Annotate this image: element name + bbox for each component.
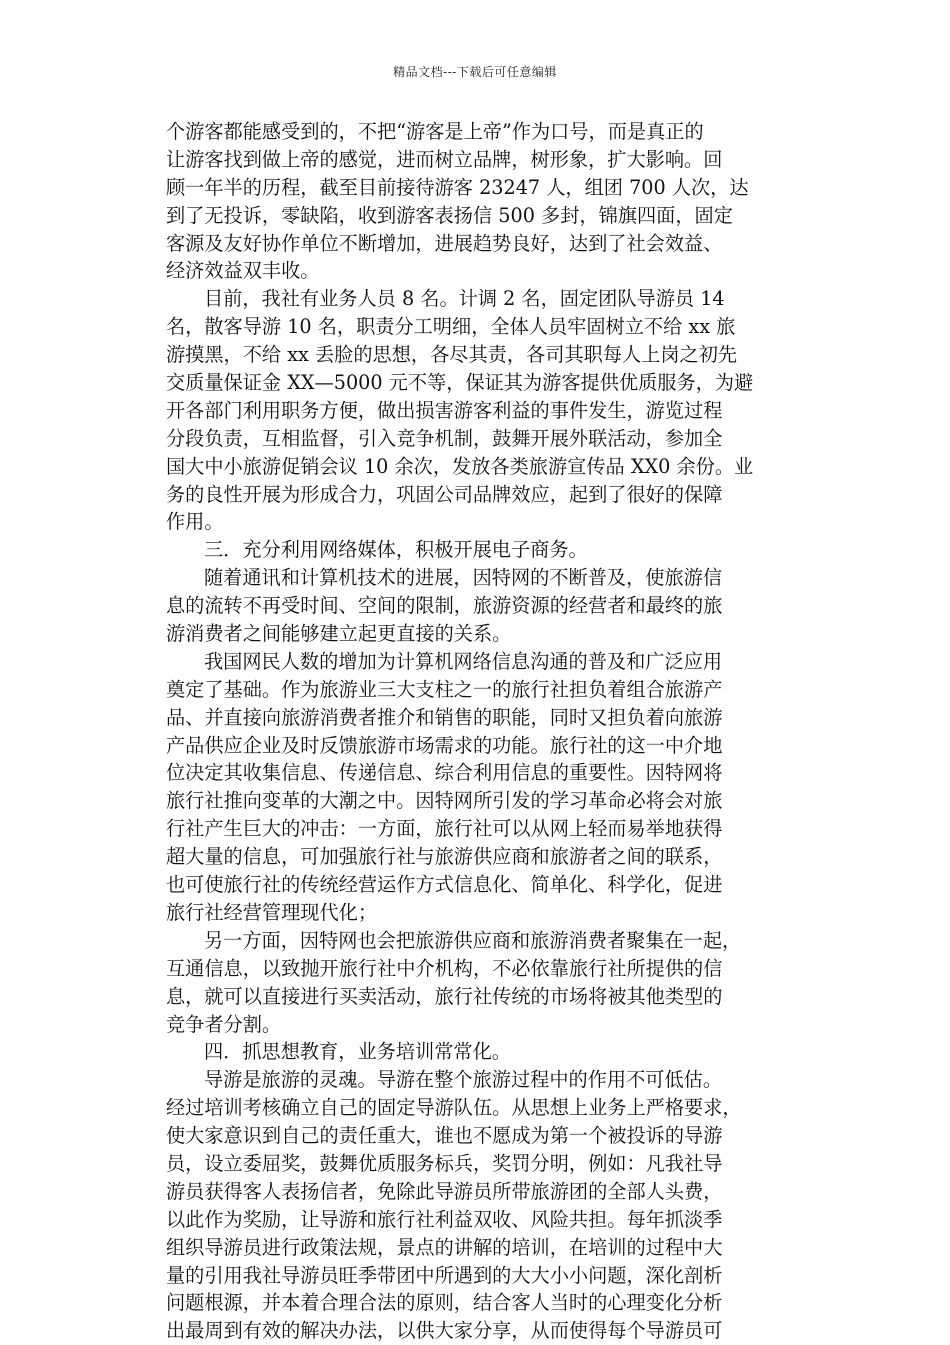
text-line: 名，散客导游 10 名，职责分工明细，全体人员牢固树立不给 xx 旅 — [166, 315, 736, 339]
text-line: 以此作为奖励，让导游和旅行社利益双收、风险共担。每年抓淡季 — [166, 1207, 723, 1231]
text-line: 品、并直接向旅游消费者推介和销售的职能，同时又担负着向旅游 — [166, 705, 723, 729]
text-line: 经过培训考核确立自己的固定导游队伍。从思想上业务上严格要求， — [166, 1096, 742, 1120]
text-line: 务的良性开展为形成合力，巩固公司品牌效应，起到了很好的保障 — [166, 482, 723, 506]
text-line: 交质量保证金 XX—5000 元不等，保证其为游客提供优质服务，为避 — [166, 371, 754, 395]
text-line: 三．充分利用网络媒体，积极开展电子商务。 — [204, 538, 588, 562]
text-line: 旅行社经营管理现代化； — [166, 900, 378, 924]
text-line: 游摸黑，不给 xx 丢脸的思想，各尽其责，各司其职每人上岗之初先 — [166, 343, 738, 367]
text-line: 国大中小旅游促销会议 10 余次，发放各类旅游宣传品 XX0 余份。业 — [166, 454, 754, 478]
text-line: 我国网民人数的增加为计算机网络信息沟通的普及和广泛应用 — [204, 649, 723, 673]
text-line: 也可使旅行社的传统经营运作方式信息化、简单化、科学化，促进 — [166, 873, 723, 897]
text-line: 客源及友好协作单位不断增加，进展趋势良好，达到了社会效益、 — [166, 231, 723, 255]
text-line: 分段负责，互相监督，引入竞争机制，鼓舞开展外联活动，参加全 — [166, 426, 723, 450]
text-line: 个游客都能感受到的，不把“游客是上帝”作为口号，而是真正的 — [166, 120, 704, 143]
document-body — [166, 118, 830, 1345]
text-line: 目前，我社有业务人员 8 名。计调 2 名，固定团队导游员 14 — [204, 287, 725, 311]
page-header: 精品文档---下载后可任意编辑 — [393, 65, 557, 79]
text-line: 导游是旅游的灵魂。导游在整个旅游过程中的作用不可低估。 — [204, 1068, 723, 1092]
text-line: 顾一年半的历程，截至目前接待游客 23247 人，组团 700 人次，达 — [166, 175, 749, 199]
text-line: 作用。 — [166, 510, 224, 534]
text-line: 开各部门利用职务方便，做出损害游客利益的事件发生，游览过程 — [166, 398, 723, 422]
text-line: 使大家意识到自己的责任重大，谁也不愿成为第一个被投诉的导游 — [166, 1124, 723, 1148]
text-line: 竞争者分割。 — [166, 1012, 282, 1036]
text-line: 让游客找到做上帝的感觉，进而树立品牌，树形象，扩大影响。回 — [166, 147, 723, 171]
text-line: 游消费者之间能够建立起更直接的关系。 — [166, 622, 512, 646]
text-line: 息的流转不再受时间、空间的限制，旅游资源的经营者和最终的旅 — [166, 594, 723, 618]
text-line: 旅行社推向变革的大潮之中。因特网所引发的学习革命必将会对旅 — [166, 789, 723, 813]
text-line: 行社产生巨大的冲击：一方面，旅行社可以从网上轻而易举地获得 — [166, 817, 723, 841]
text-line: 问题根源，并本着合理合法的原则，结合客人当时的心理变化分析 — [166, 1291, 723, 1315]
text-line: 四．抓思想教育，业务培训常常化。 — [204, 1040, 511, 1064]
text-line: 组织导游员进行政策法规，景点的讲解的培训，在培训的过程中大 — [166, 1235, 723, 1259]
text-line: 量的引用我社导游员旺季带团中所遇到的大大小小问题，深化剖析 — [166, 1263, 723, 1287]
text-line: 另一方面，因特网也会把旅游供应商和旅游消费者聚集在一起， — [204, 928, 742, 952]
text-line: 奠定了基础。作为旅游业三大支柱之一的旅行社担负着组合旅游产 — [166, 677, 723, 701]
text-line: 产品供应企业及时反馈旅游市场需求的功能。旅行社的这一中介地 — [166, 733, 723, 757]
text-line: 游员获得客人表扬信者，免除此导游员所带旅游团的全部人头费， — [166, 1179, 723, 1203]
text-line: 互通信息，以致抛开旅行社中介机构，不必依靠旅行社所提供的信 — [166, 956, 723, 980]
text-line: 员，设立委屈奖，鼓舞优质服务标兵，奖罚分明，例如：凡我社导 — [166, 1151, 723, 1175]
text-line: 超大量的信息，可加强旅行社与旅游供应商和旅游者之间的联系， — [166, 845, 723, 869]
text-line: 随着通讯和计算机技术的进展，因特网的不断普及，使旅游信 — [204, 566, 723, 590]
text-line: 出最周到有效的解决办法，以供大家分享，从而使得每个导游员可 — [166, 1319, 723, 1343]
text-line: 经济效益双丰收。 — [166, 259, 320, 283]
text-line: 到了无投诉，零缺陷，收到游客表扬信 500 多封，锦旗四面，固定 — [166, 203, 733, 227]
text-line: 位决定其收集信息、传递信息、综合利用信息的重要性。因特网将 — [166, 761, 723, 785]
text-line: 息，就可以直接进行买卖活动，旅行社传统的市场将被其他类型的 — [166, 984, 723, 1008]
